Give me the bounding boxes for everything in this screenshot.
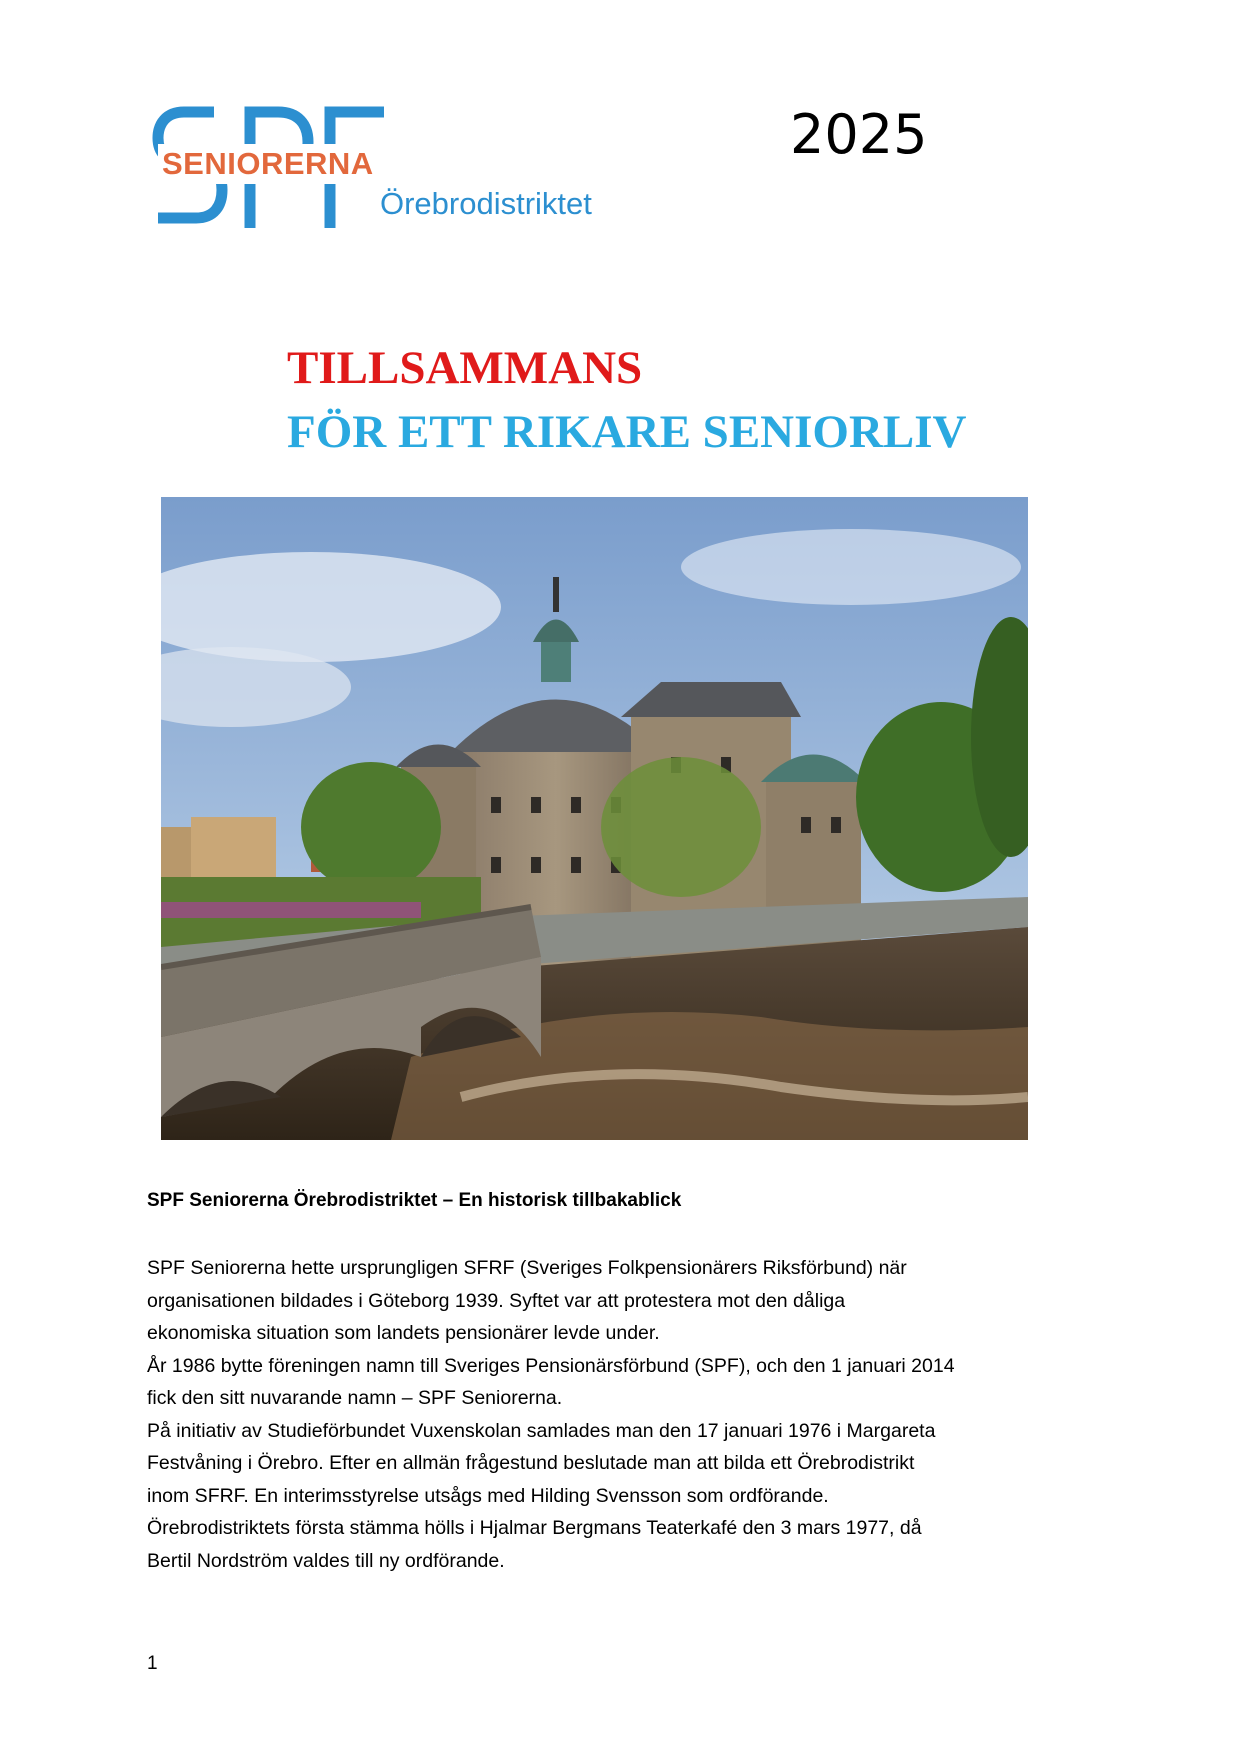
- headline-line-1: TILLSAMMANS: [287, 342, 643, 394]
- history-body-text: [147, 1252, 1047, 1577]
- body-line: Festvåning i Örebro. Efter en allmän frågestund beslutade man att bilda ett Örebrodistrikt: [147, 1452, 915, 1474]
- body-line: År 1986 bytte föreningen namn till Sveriges Pensionärsförbund (SPF), och den 1 januari 2014: [147, 1354, 955, 1377]
- orebro-castle-photo: [161, 497, 1028, 1140]
- section-heading: SPF Seniorerna Örebrodistriktet – En historisk tillbakablick: [147, 1190, 682, 1211]
- spf-seniorerna-logo: [152, 104, 602, 232]
- headline-line-2: FÖR ETT RIKARE SENIORLIV: [287, 406, 967, 458]
- body-line: Örebrodistriktets första stämma hölls i Hjalmar Bergmans Teaterkafé den 3 mars 1977, då: [147, 1517, 922, 1539]
- body-line: Bertil Nordström valdes till ny ordförande.: [147, 1549, 505, 1572]
- body-line: SPF Seniorerna hette ursprungligen SFRF (Sveriges Folkpensionärers Riksförbund) när: [147, 1257, 907, 1279]
- page-number: 1: [147, 1653, 158, 1674]
- body-line: organisationen bildades i Göteborg 1939. Syftet var att protestera mot den dåliga: [147, 1289, 846, 1312]
- logo-seniorerna-text: SENIORERNA: [158, 144, 378, 184]
- body-line: På initiativ av Studieförbundet Vuxenskolan samlades man den 17 januari 1976 i Margareta: [147, 1419, 936, 1442]
- logo-district-text: Örebrodistriktet: [380, 186, 592, 221]
- year-label: 2025: [790, 103, 928, 166]
- body-line: inom SFRF. En interimsstyrelse utsågs med Hilding Svensson som ordförande.: [147, 1484, 829, 1507]
- body-line: fick den sitt nuvarande namn – SPF Seniorerna.: [147, 1387, 563, 1409]
- body-line: ekonomiska situation som landets pensionärer levde under.: [147, 1322, 660, 1344]
